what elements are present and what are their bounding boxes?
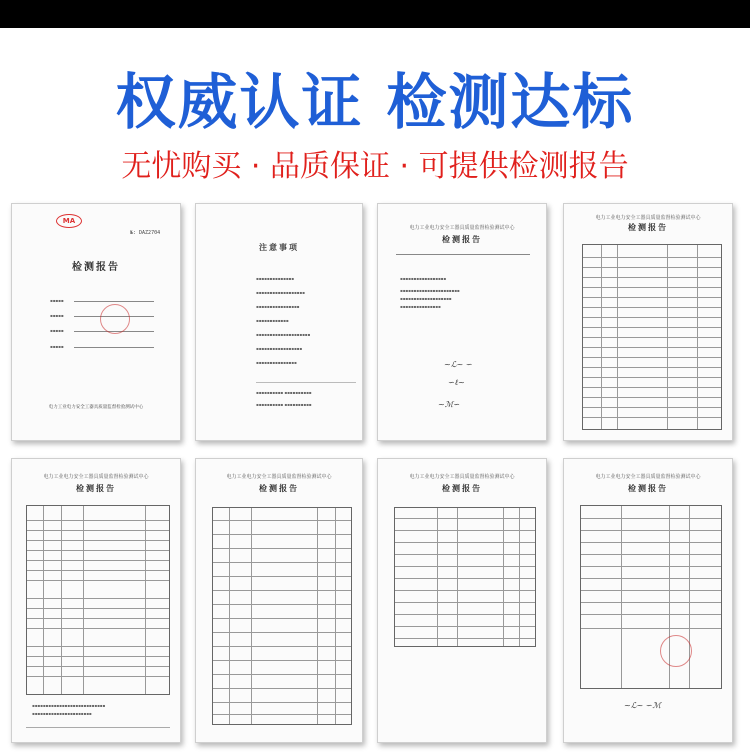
table-page-title: 检测报告 <box>442 483 482 493</box>
report-result-page <box>563 458 733 743</box>
results-table <box>26 505 170 695</box>
issuer-header: 电力工业电力安全工器具质量监督检验测试中心 <box>595 215 701 221</box>
notes-title: 注意事项 <box>259 242 299 252</box>
ma-mark: MA <box>56 214 82 228</box>
report-cover: MA №: DAZ2704 检测报告 ▪▪▪▪▪ ▪▪▪▪▪ ▪▪▪▪▪ ▪▪▪▪▪ 电力工业电力安全工器具质量监督检验测试中心 <box>11 203 181 441</box>
table-page-title: 检测报告 <box>259 483 299 493</box>
table-page-title: 检测报告 <box>76 483 116 493</box>
table-page-title: 检测报告 <box>628 222 668 232</box>
results-table <box>212 507 352 725</box>
report-table-page: 电力工业电力安全工器具质量监督检验测试中心 检测报告 ▪▪▪▪▪▪▪▪▪▪▪▪▪▪▪▪▪▪▪▪▪▪▪▪▪▪▪ ▪▪▪▪▪▪▪▪▪▪▪▪▪▪▪▪▪▪▪▪▪▪ <box>11 458 181 743</box>
results-table <box>394 507 536 647</box>
report-number: №: DAZ2704 <box>130 230 161 236</box>
report-title: 检测报告 <box>72 262 120 273</box>
red-seal <box>660 635 692 667</box>
report-table-page <box>563 203 733 441</box>
report-table-page <box>195 458 363 743</box>
signature: ~ℒ~ ∽ℳ <box>624 701 661 710</box>
report-summary-page: 电力工业电力安全工器具质量监督检验测试中心 检测报告 ▪▪▪▪▪▪▪▪▪▪▪▪▪▪▪▪▪ ▪▪▪▪▪▪▪▪▪▪▪▪▪▪▪▪▪▪▪▪▪▪ ▪▪▪▪▪▪▪▪▪▪▪▪▪▪▪▪▪▪▪ ▪▪▪▪▪▪▪▪▪▪▪▪▪▪▪ ~ℒ~ ∽ ∽ℓ~ ~ℳ∽ <box>377 203 547 441</box>
issuer-header: 电力工业电力安全工器具质量监督检验测试中心 <box>226 474 332 480</box>
issuer-header: 电力工业电力安全工器具质量监督检验测试中心 <box>43 474 149 480</box>
results-table <box>580 505 722 689</box>
signature: ~ℳ∽ <box>438 400 460 409</box>
results-table <box>582 244 722 430</box>
report-gallery <box>0 195 750 753</box>
issuer-header: 电力工业电力安全工器具质量监督检验测试中心 <box>409 474 515 480</box>
summary-title: 检测报告 <box>442 234 482 244</box>
top-black-bar <box>0 0 750 28</box>
issuer-header: 电力工业电力安全工器具质量监督检验测试中心 <box>595 474 701 480</box>
table-page-title: 检测报告 <box>628 483 668 493</box>
report-notes-page: 注意事项 ▪▪▪▪▪▪▪▪▪▪▪▪▪▪ ▪▪▪▪▪▪▪▪▪▪▪▪▪▪▪▪▪▪ ▪▪▪▪▪▪▪▪▪▪▪▪▪▪▪▪ ▪▪▪▪▪▪▪▪▪▪▪▪ ▪▪▪▪▪▪▪▪▪▪▪▪▪▪▪▪▪▪▪▪ ▪▪▪▪▪▪▪▪▪▪▪▪▪▪▪▪▪ ▪▪▪▪▪▪▪▪▪▪▪▪▪▪▪ ▪▪▪▪▪▪▪▪▪▪ ▪▪▪▪▪▪▪▪▪▪ ▪▪▪▪▪▪▪▪▪▪ ▪▪▪▪▪▪▪▪▪▪ <box>195 203 363 441</box>
issuer-footer: 电力工业电力安全工器具质量监督检验测试中心 <box>48 405 144 410</box>
issuer-header: 电力工业电力安全工器具质量监督检验测试中心 <box>409 225 515 231</box>
report-table-page <box>377 458 547 743</box>
signature: ∽ℓ~ <box>448 378 465 387</box>
page-title: 权威认证 检测达标 <box>115 68 635 138</box>
red-seal <box>100 304 130 334</box>
page-subtitle: 无忧购买 · 品质保证 · 可提供检测报告 <box>121 149 629 184</box>
signature: ~ℒ~ ∽ <box>444 360 473 369</box>
